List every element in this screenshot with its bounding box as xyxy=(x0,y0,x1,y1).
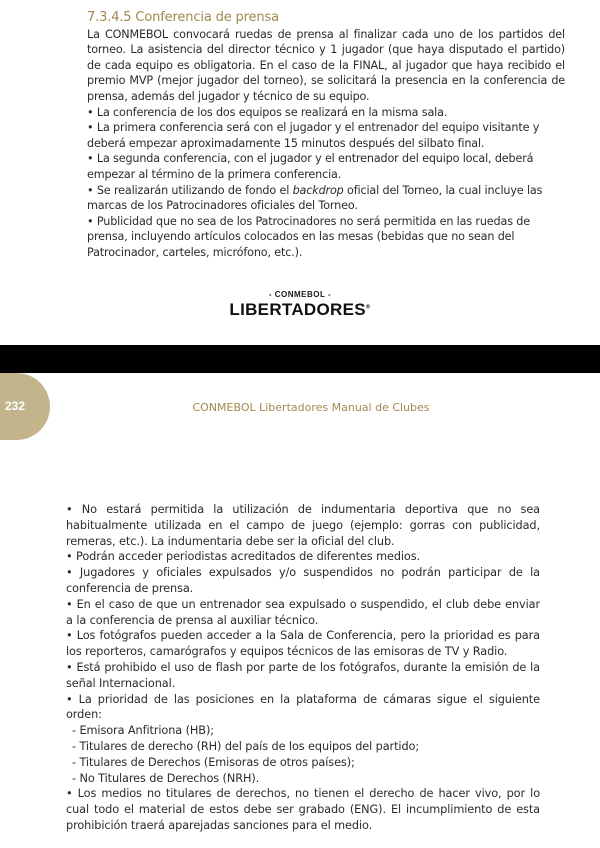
priority-item-hb: - Emisora Anfitriona (HB); xyxy=(72,724,214,738)
bullet-backdrop-after: oficial del Torneo, la cual incluye las marcas de los Patrocinadores oficiales del Torneo. xyxy=(87,183,543,213)
logo-wordmark: LIBERTADORES xyxy=(229,300,366,319)
priority-item-rh: - Titulares de derecho (RH) del país de los equipos del partido; xyxy=(72,739,420,753)
backdrop-term: backdrop xyxy=(292,183,344,197)
bullet-advertising: • Publicidad que no sea de los Patrocinadores no será permitida en las ruedas de prensa, incluyendo artículos colocados en las mesas (bebidas que no sean del Patrocinador, carteles, micrófono, etc.). xyxy=(87,214,530,259)
page-separator-band xyxy=(0,345,600,373)
upper-page xyxy=(0,0,600,345)
bullet-non-rights-media: • Los medios no titulares de derechos, no tienen el derecho de hacer vivo, por lo cual todo el material de estos debe ser grabado (ENG). El incumplimiento de esta prohibición traerá aparejadas sanciones para el medio. xyxy=(66,787,540,832)
footer-title: CONMEBOL Libertadores Manual de Clubes xyxy=(192,401,430,414)
upper-page-text xyxy=(87,10,565,261)
logo-libertadores-text xyxy=(0,300,600,320)
section-title: 7.3.4.5 Conferencia de prensa xyxy=(87,10,279,25)
bullet-backdrop-before: • Se realizarán utilizando de fondo el xyxy=(87,183,293,197)
logo-registered-mark: ® xyxy=(365,304,371,311)
bullet-flash: • Está prohibido el uso de flash por parte de los fotógrafos, durante la emisión de la señal Internacional. xyxy=(66,660,540,690)
libertadores-logo xyxy=(0,290,600,320)
bullet-first-conference: • La primera conferencia será con el jugador y el entrenador del equipo visitante y deberá empezar aproximadamente 15 minutos después del silbato final. xyxy=(87,121,540,150)
bullet-sportswear: • No estará permitida la utilización de indumentaria deportiva que no sea habitualmente utilizada en el campo de juego (ejemplo: gorras con publicidad, remeras, etc.). La indumentaria debe ser la oficial del club. xyxy=(66,503,540,548)
bullet-journalists: • Podrán acceder periodistas acreditados de diferentes medios. xyxy=(66,550,421,564)
bullet-backdrop xyxy=(87,183,565,214)
bullet-photographers: • Los fotógrafos pueden acceder a la Sala de Conferencia, pero la prioridad es para los reporteros, camarógrafos y equipos técnicos de las emisoras de TV y Radio. xyxy=(66,629,540,659)
bullet-coach-expelled: • En el caso de que un entrenador sea expulsado o suspendido, el club debe enviar a la conferencia de prensa al auxiliar técnico. xyxy=(66,597,540,627)
bullet-expelled: • Jugadores y oficiales expulsados y/o suspendidos no podrán participar de la conferencia de prensa. xyxy=(66,566,540,595)
intro-paragraph: La CONMEBOL convocará ruedas de prensa al finalizar cada uno de los partidos del torneo. La asistencia del director técnico y 1 jugador (que haya disputado el partido) de cada equipo es obligatoria. En el caso de la FINAL, al jugador que haya recibido el premio MVP (mejor jugador del torneo), se solicitará la presencia en la conferencia de prensa, además del jugador y técnico de su equipo. xyxy=(87,27,565,103)
bullet-camera-priority: • La prioridad de las posiciones en la plataforma de cámaras sigue el siguiente orden: xyxy=(66,692,540,722)
lower-page-text xyxy=(66,502,540,834)
page-number: 232 xyxy=(5,399,26,413)
bullet-second-conference: • La segunda conferencia, con el jugador y el entrenador del equipo local, deberá empezar al término de la primera conferencia. xyxy=(87,152,534,181)
priority-item-other-rh: - Titulares de Derechos (Emisoras de otros países); xyxy=(72,755,355,769)
logo-conmebol-text: - CONMEBOL - xyxy=(268,290,332,299)
priority-item-nrh: - No Titulares de Derechos (NRH). xyxy=(72,771,260,785)
bullet-same-room: • La conferencia de los dos equipos se realizará en la misma sala. xyxy=(87,105,448,119)
